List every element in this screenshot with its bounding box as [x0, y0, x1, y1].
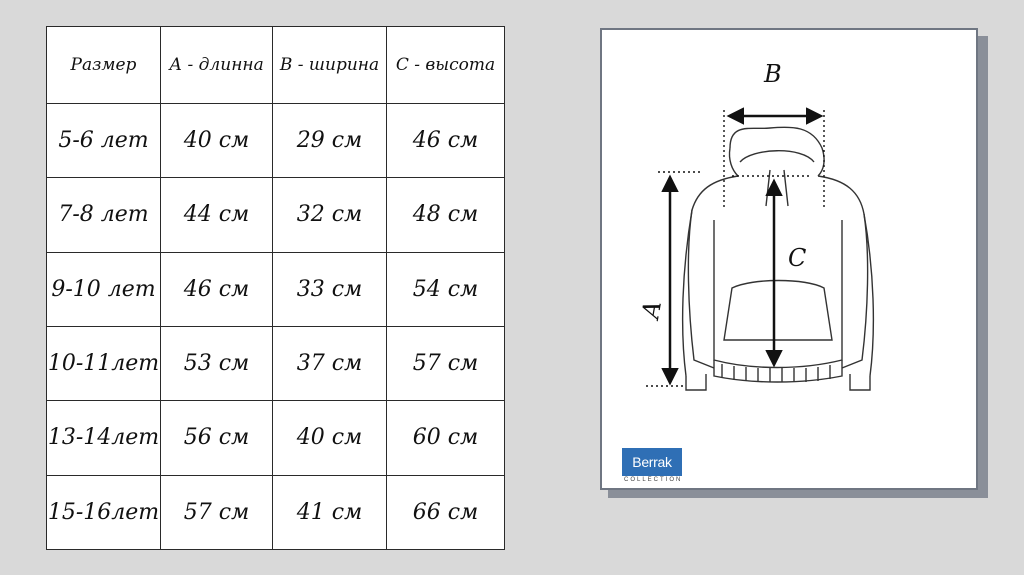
cell-height: 57 см — [387, 326, 505, 400]
cell-height: 66 см — [387, 475, 505, 549]
cell-size: 13-14лет — [47, 401, 161, 475]
size-table — [46, 26, 505, 550]
label-b: В — [764, 60, 782, 88]
cell-length: 53 см — [161, 326, 273, 400]
brand-name: Berrak — [622, 448, 682, 476]
cell-height: 54 см — [387, 252, 505, 326]
brand-logo — [622, 448, 682, 483]
header-height: С - высота — [387, 27, 505, 104]
cell-size: 5-6 лет — [47, 104, 161, 178]
header-length: А - длинна — [161, 27, 273, 104]
hoodie-diagram — [602, 30, 976, 488]
table-row — [47, 326, 505, 400]
hoodie-diagram-card — [600, 28, 978, 490]
header-width: В - ширина — [273, 27, 387, 104]
header-size: Размер — [47, 27, 161, 104]
cell-height: 46 см — [387, 104, 505, 178]
cell-width: 32 см — [273, 178, 387, 252]
cell-size: 9-10 лет — [47, 252, 161, 326]
label-a: А — [636, 298, 668, 322]
cell-length: 40 см — [161, 104, 273, 178]
cell-width: 40 см — [273, 401, 387, 475]
cell-size: 10-11лет — [47, 326, 161, 400]
cell-length: 56 см — [161, 401, 273, 475]
cell-length: 44 см — [161, 178, 273, 252]
table-row — [47, 401, 505, 475]
cell-length: 46 см — [161, 252, 273, 326]
size-table-panel — [46, 26, 504, 550]
table-row — [47, 178, 505, 252]
table-row — [47, 475, 505, 549]
cell-height: 48 см — [387, 178, 505, 252]
cell-length: 57 см — [161, 475, 273, 549]
table-row — [47, 252, 505, 326]
cell-width: 37 см — [273, 326, 387, 400]
cell-width: 29 см — [273, 104, 387, 178]
hoodie-sketch-icon — [683, 127, 874, 390]
label-c: С — [788, 244, 807, 272]
table-row — [47, 104, 505, 178]
cell-width: 41 см — [273, 475, 387, 549]
cell-size: 15-16лет — [47, 475, 161, 549]
cell-size: 7-8 лет — [47, 178, 161, 252]
table-header-row — [47, 27, 505, 104]
cell-width: 33 см — [273, 252, 387, 326]
cell-height: 60 см — [387, 401, 505, 475]
brand-subtitle: COLLECTION — [624, 477, 683, 483]
